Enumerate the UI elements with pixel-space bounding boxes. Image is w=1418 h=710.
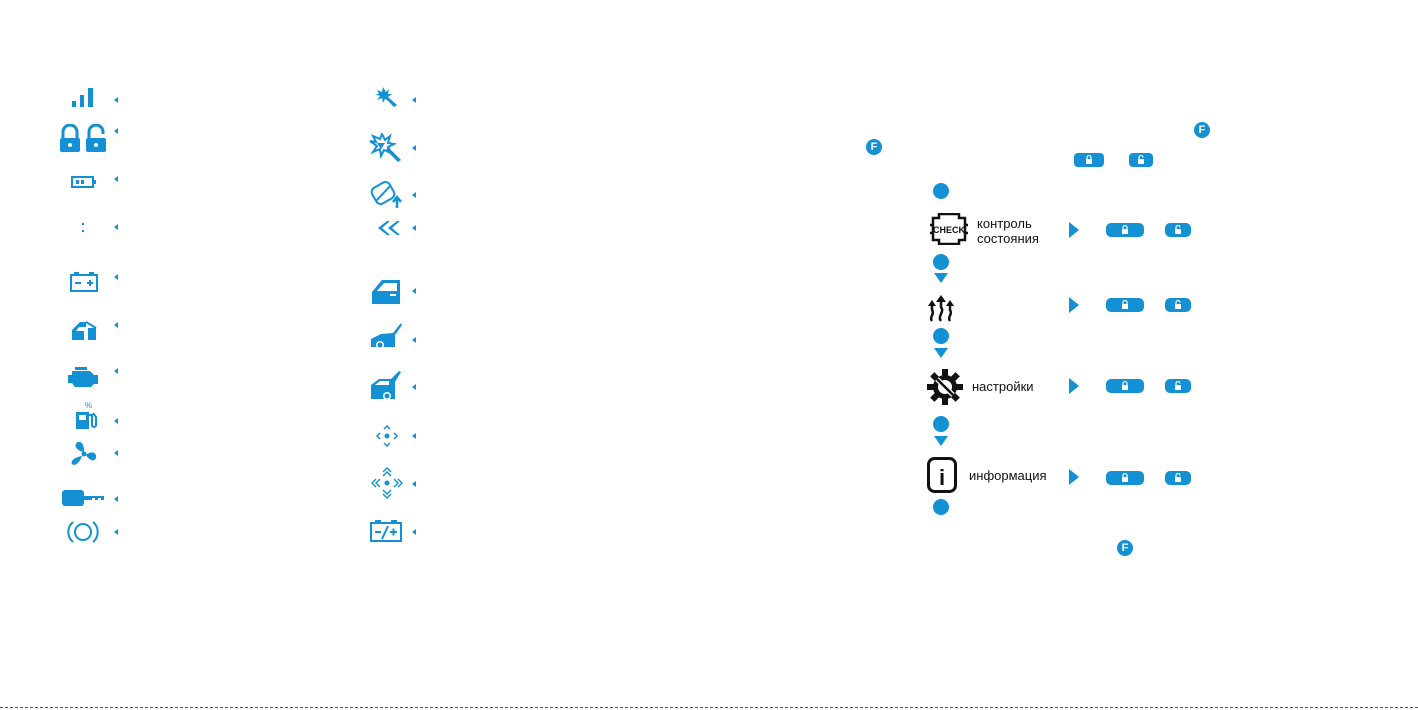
settings-gear-icon: [925, 367, 965, 407]
step-dot: [933, 183, 949, 199]
check-label-line2: состояния: [977, 231, 1039, 246]
play-arrow-icon: [1069, 297, 1079, 313]
info-icon: [927, 457, 957, 493]
check-label-line1: контроль: [977, 216, 1032, 231]
unlock-key-icon: [1165, 471, 1191, 485]
pointer-marker: [114, 368, 118, 374]
pointer-marker: [412, 433, 416, 439]
car-trunk-icon: [369, 369, 403, 401]
page-cut-line: [0, 707, 1418, 708]
play-arrow-icon: [1069, 378, 1079, 394]
pointer-marker: [412, 97, 416, 103]
pointer-marker: [114, 418, 118, 424]
lock-unlock-icon: [58, 124, 108, 154]
pointer-marker: [412, 225, 416, 231]
lock-key-icon: [1106, 223, 1144, 237]
svg-text:%: %: [85, 401, 93, 410]
lock-key-icon: [1106, 298, 1144, 312]
battery-voltage-icon: [370, 519, 402, 543]
pointer-marker: [114, 224, 118, 230]
heater-icon: [926, 291, 956, 323]
pointer-marker: [114, 128, 118, 134]
fuel-percent-icon: [73, 400, 99, 430]
check-engine-icon: [929, 213, 969, 245]
play-arrow-icon: [1069, 222, 1079, 238]
info-label: информация: [969, 468, 1047, 483]
pointer-marker: [412, 384, 416, 390]
pointer-marker: [412, 145, 416, 151]
colon-separator-icon: [80, 222, 86, 234]
step-dot: [933, 499, 949, 515]
tilt-sensor-icon: [369, 180, 403, 210]
shock-alarm-icon: [368, 133, 404, 163]
pointer-marker: [114, 450, 118, 456]
lock-key-icon: [1106, 379, 1144, 393]
double-chevron-icon: [375, 220, 401, 236]
settings-label: настройки: [972, 379, 1034, 394]
signal-strength-icon: [71, 86, 95, 108]
pointer-marker: [114, 97, 118, 103]
unlock-key-icon: [1165, 379, 1191, 393]
shock-sensor-icon: [373, 86, 399, 108]
unlock-key-icon: [1129, 153, 1153, 167]
down-arrow-icon: [934, 273, 948, 283]
f-button-icon: F: [866, 139, 882, 155]
step-dot: [933, 254, 949, 270]
play-arrow-icon: [1069, 469, 1079, 485]
check-badge-text: CHECK: [932, 225, 966, 235]
f-button-icon: F: [1117, 540, 1133, 556]
car-hood-icon: [369, 321, 403, 349]
key-icon: [61, 489, 105, 507]
unlock-key-icon: [1165, 298, 1191, 312]
engine-icon: [67, 366, 99, 388]
step-dot: [933, 328, 949, 344]
pointer-marker: [114, 322, 118, 328]
unlock-key-icon: [1165, 223, 1191, 237]
pointer-marker: [412, 337, 416, 343]
pointer-marker: [114, 529, 118, 535]
door-open-icon: [70, 318, 98, 342]
car-door-icon: [370, 278, 402, 306]
pointer-marker: [412, 481, 416, 487]
pointer-marker: [114, 274, 118, 280]
pointer-marker: [412, 529, 416, 535]
pointer-marker: [412, 288, 416, 294]
info-badge-text: i: [938, 465, 946, 490]
battery-icon: [71, 176, 97, 188]
step-dot: [933, 416, 949, 432]
lock-key-icon: [1106, 471, 1144, 485]
f-button-icon: F: [1194, 122, 1210, 138]
motion-sensor-extended-icon: [371, 467, 403, 499]
pointer-marker: [412, 192, 416, 198]
pointer-marker: [114, 496, 118, 502]
brake-icon: [67, 519, 99, 545]
pointer-marker: [114, 176, 118, 182]
car-battery-icon: [70, 271, 98, 293]
motion-sensor-icon: [375, 424, 399, 448]
down-arrow-icon: [934, 348, 948, 358]
lock-key-icon: [1074, 153, 1104, 167]
fan-icon: [70, 440, 98, 468]
down-arrow-icon: [934, 436, 948, 446]
